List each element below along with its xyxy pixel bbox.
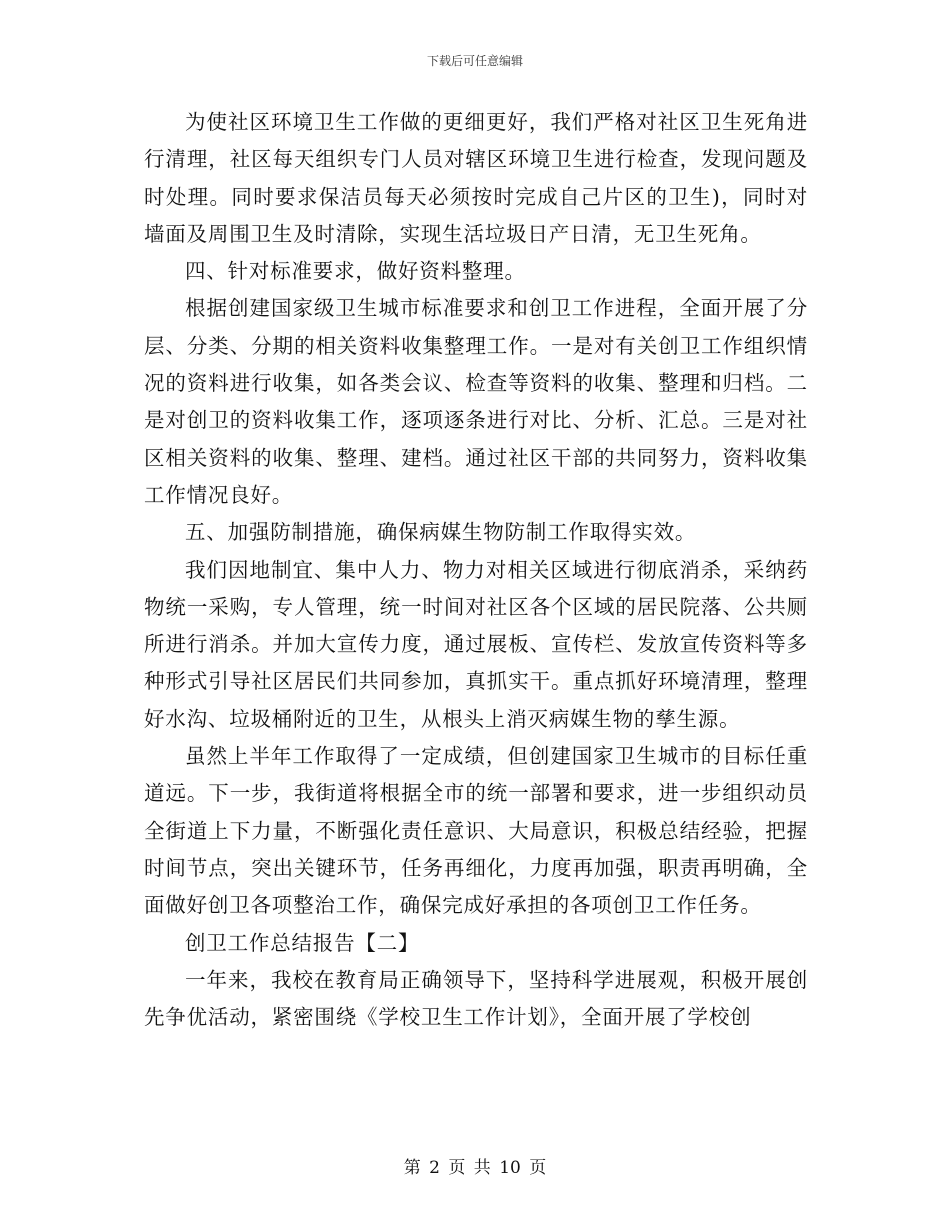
section-heading-five: 五、加强防制措施，确保病媒生物防制工作取得实效。 [185,520,697,545]
paragraph-document-archiving: 根据创建国家级卫生城市标准要求和创卫工作进程，全面开展了分层、分类、分期的相关资料收集整理工作。一是对有关创卫工作组织情况的资料进行收集，如各类会议、检查等资料的收集、整理和归档。二是对创卫的资料收集工作，逐项逐条进行对比、分析、汇总。三是对社区相关资料的收集、整理、建档。通过社区干部的共同努力，资料收集工作情况良好。 [144,296,808,507]
paragraph-vector-control: 我们因地制宜、集中人力、物力对相关区域进行彻底消杀，采纳药物统一采购，专人管理，统一时间对社区各个区域的居民院落、公共厕所进行消杀。并加大宣传力度，通过展板、宣传栏、发放宣传资料等多种形式引导社区居民们共同参加，真抓实干。重点抓好环境清理，整理好水沟、垃圾桶附近的卫生，从根头上消灭病媒生物的孳生源。 [144,557,808,731]
page-header: 下载后可任意编辑 [426,54,523,68]
paragraph-sanitation-cleanup: 为使社区环境卫生工作做的更细更好，我们严格对社区卫生死角进行清理，社区每天组织专门人员对辖区环境卫生进行检查，发现问题及时处理。同时要求保洁员每天必须按时完成自己片区的卫生)，同时对墙面及周围卫生及时清除，实现生活垃圾日产日清，无卫生死角。 [144,110,808,246]
section-heading-four: 四、针对标准要求，做好资料整理。 [185,259,526,284]
report-title-two: 创卫工作总结报告【二】 [185,930,420,955]
paragraph-school-intro: 一年来，我校在教育局正确领导下，坚持科学进展观，积极开展创先争优活动，紧密围绕《学校卫生工作计划》，全面开展了学校创 [144,967,808,1030]
paragraph-next-steps: 虽然上半年工作取得了一定成绩，但创建国家卫生城市的目标任重道远。下一步，我街道将根据全市的统一部署和要求，进一步组织动员全街道上下力量，不断强化责任意识、大局意识，积极总结经验，把握时间节点，突出关键环节，任务再细化，力度再加强，职责再明确，全面做好创卫各项整治工作，确保完成好承担的各项创卫工作任务。 [144,744,808,918]
page-number: 第 2 页 共 10 页 [403,1158,547,1178]
document-body [144,104,808,1036]
